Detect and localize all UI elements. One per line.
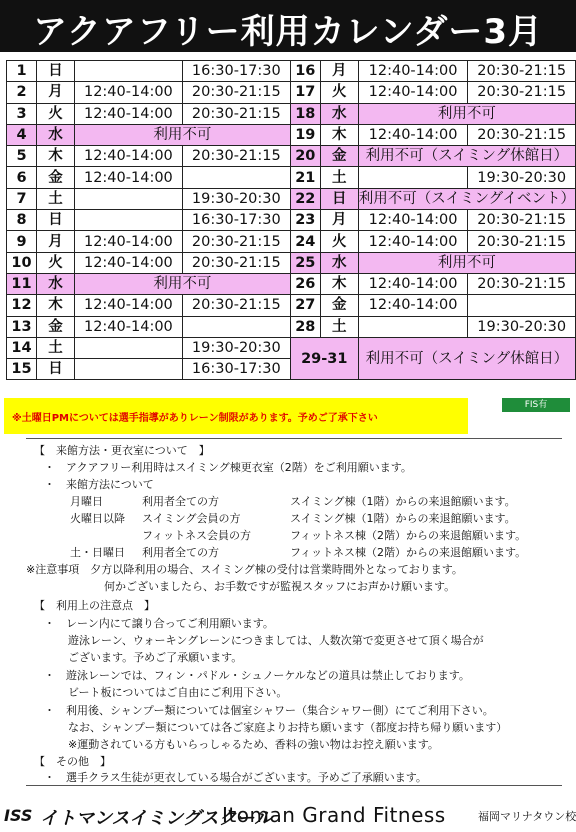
day-of-week: 木 bbox=[320, 273, 358, 294]
day-of-week: 月 bbox=[320, 61, 358, 82]
day-number: 18 bbox=[290, 103, 320, 124]
branch-name: 福岡マリナタウン校 bbox=[478, 810, 576, 823]
day-of-week: 水 bbox=[36, 124, 74, 145]
time-slot-midday: 12:40-14:00 bbox=[74, 82, 182, 103]
section-heading: 【 その他 】 bbox=[34, 755, 111, 768]
day-of-week: 日 bbox=[320, 188, 358, 209]
time-slot-evening: 20:30-21:15 bbox=[182, 82, 290, 103]
day-of-week: 木 bbox=[320, 124, 358, 145]
time-slot-evening: 20:30-21:15 bbox=[182, 146, 290, 167]
day-number: 15 bbox=[7, 359, 37, 380]
info-line: ・ 選手クラス生徒が更衣している場合がございます。予めご了承願います。 bbox=[44, 771, 427, 784]
brand-name-jp: イトマンスイミングスクール bbox=[40, 808, 273, 829]
calendar-row bbox=[7, 210, 576, 231]
day-number: 9 bbox=[7, 231, 37, 252]
section-heading: 【 利用上の注意点 】 bbox=[34, 599, 155, 612]
time-slot-midday: 12:40-14:00 bbox=[74, 103, 182, 124]
calendar-row bbox=[7, 231, 576, 252]
calendar-row bbox=[7, 316, 576, 337]
day-number: 1 bbox=[7, 61, 37, 82]
route-member: 利用者全ての方 bbox=[142, 495, 219, 508]
page-title: アクアフリー利用カレンダー3月 bbox=[32, 12, 544, 52]
day-number: 16 bbox=[290, 61, 320, 82]
day-of-week: 金 bbox=[36, 316, 74, 337]
day-of-week: 月 bbox=[36, 231, 74, 252]
time-slot-evening: 20:30-21:15 bbox=[182, 231, 290, 252]
day-of-week: 水 bbox=[320, 103, 358, 124]
time-slot-evening bbox=[182, 167, 290, 188]
day-of-week: 月 bbox=[320, 210, 358, 231]
unavailable-cell: 利用不可 bbox=[358, 103, 575, 124]
day-number: 14 bbox=[7, 337, 37, 358]
time-slot-midday: 12:40-14:00 bbox=[358, 61, 468, 82]
day-of-week: 水 bbox=[36, 273, 74, 294]
unavailable-cell: 利用不可（スイミング休館日） bbox=[358, 337, 575, 380]
time-slot-evening: 19:30-20:30 bbox=[182, 188, 290, 209]
route-day: 火曜日以降 bbox=[70, 512, 125, 525]
route-entrance: スイミング棟（1階）からの来退館願います。 bbox=[290, 495, 516, 508]
time-slot-midday: 12:40-14:00 bbox=[358, 82, 468, 103]
day-of-week: 土 bbox=[36, 188, 74, 209]
time-slot-midday bbox=[74, 359, 182, 380]
caution-line: 何かございましたら、お手数ですが監視スタッフにお声かけ願います。 bbox=[104, 580, 456, 593]
time-slot-evening bbox=[468, 295, 576, 316]
time-slot-midday bbox=[74, 210, 182, 231]
day-number: 28 bbox=[290, 316, 320, 337]
calendar-row bbox=[7, 61, 576, 82]
route-member: スイミング会員の方 bbox=[142, 512, 241, 525]
day-of-week: 火 bbox=[36, 252, 74, 273]
day-of-week: 日 bbox=[36, 61, 74, 82]
brand-name-en: Itoman Grand Fitness bbox=[222, 803, 446, 827]
route-member: フィットネス会員の方 bbox=[142, 529, 252, 542]
day-of-week: 金 bbox=[36, 167, 74, 188]
info-section bbox=[26, 438, 562, 786]
caution-line: ※注意事項 夕方以降利用の場合、スイミング棟の受付は営業時間外となっております。 bbox=[26, 563, 463, 576]
unavailable-cell: 利用不可 bbox=[74, 124, 290, 145]
info-line: ・ 遊泳レーンでは、フィン・パドル・シュノーケルなどの道具は禁止しております。 bbox=[44, 669, 470, 682]
day-number: 19 bbox=[290, 124, 320, 145]
time-slot-midday bbox=[74, 188, 182, 209]
time-slot-midday: 12:40-14:00 bbox=[358, 231, 468, 252]
info-line: ございます。予めご了承願います。 bbox=[68, 651, 243, 664]
day-of-week: 水 bbox=[320, 252, 358, 273]
time-slot-evening: 20:30-21:15 bbox=[468, 231, 576, 252]
footer bbox=[0, 800, 576, 832]
time-slot-evening: 19:30-20:30 bbox=[468, 316, 576, 337]
time-slot-evening: 20:30-21:15 bbox=[468, 124, 576, 145]
day-number: 5 bbox=[7, 146, 37, 167]
time-slot-midday: 12:40-14:00 bbox=[74, 167, 182, 188]
route-entrance: フィットネス棟（2階）からの来退館願います。 bbox=[290, 529, 527, 542]
day-of-week: 日 bbox=[36, 359, 74, 380]
time-slot-evening: 20:30-21:15 bbox=[182, 103, 290, 124]
time-slot-evening: 16:30-17:30 bbox=[182, 210, 290, 231]
day-number: 7 bbox=[7, 188, 37, 209]
unavailable-cell: 利用不可（スイミングイベント） bbox=[358, 188, 575, 209]
info-line: 遊泳レーン、ウォーキングレーンにつきましては、人数次第で変更させて頂く場合が bbox=[68, 634, 484, 647]
time-slot-evening: 20:30-21:15 bbox=[468, 210, 576, 231]
calendar-row bbox=[7, 124, 576, 145]
time-slot-evening: 20:30-21:15 bbox=[182, 295, 290, 316]
calendar-table bbox=[6, 60, 576, 380]
day-of-week: 金 bbox=[320, 146, 358, 167]
info-line: ・ アクアフリー利用時はスイミング棟更衣室（2階）をご利用願います。 bbox=[44, 461, 412, 474]
info-line: ビート板についてはご自由にご利用下さい。 bbox=[68, 686, 288, 699]
day-of-week: 火 bbox=[320, 82, 358, 103]
day-of-week: 火 bbox=[36, 103, 74, 124]
time-slot-midday bbox=[358, 167, 468, 188]
day-number: 26 bbox=[290, 273, 320, 294]
route-entrance: スイミング棟（1階）からの来退館願います。 bbox=[290, 512, 516, 525]
day-number: 3 bbox=[7, 103, 37, 124]
notice-banner bbox=[4, 398, 468, 434]
calendar-row bbox=[7, 146, 576, 167]
day-number: 22 bbox=[290, 188, 320, 209]
time-slot-evening: 20:30-21:15 bbox=[468, 82, 576, 103]
day-of-week: 月 bbox=[36, 82, 74, 103]
time-slot-midday bbox=[74, 337, 182, 358]
day-of-week: 土 bbox=[36, 337, 74, 358]
day-of-week: 金 bbox=[320, 295, 358, 316]
time-slot-midday: 12:40-14:00 bbox=[358, 273, 468, 294]
route-day: 月曜日 bbox=[70, 495, 103, 508]
day-number: 6 bbox=[7, 167, 37, 188]
day-number: 27 bbox=[290, 295, 320, 316]
calendar-row bbox=[7, 337, 576, 358]
day-of-week: 木 bbox=[36, 146, 74, 167]
day-number: 20 bbox=[290, 146, 320, 167]
info-line: ※運動されている方もいらっしゃるため、香料の強い物はお控え願います。 bbox=[68, 738, 439, 751]
day-number: 2 bbox=[7, 82, 37, 103]
unavailable-cell: 利用不可 bbox=[358, 252, 575, 273]
day-number: 11 bbox=[7, 273, 37, 294]
time-slot-midday bbox=[74, 61, 182, 82]
time-slot-evening: 16:30-17:30 bbox=[182, 359, 290, 380]
route-member: 利用者全ての方 bbox=[142, 546, 219, 559]
time-slot-evening bbox=[182, 316, 290, 337]
day-number: 12 bbox=[7, 295, 37, 316]
brand-logo: ISS bbox=[4, 806, 33, 825]
info-line: ・ 来館方法について bbox=[44, 478, 154, 491]
section-heading: 【 来館方法・更衣室について 】 bbox=[34, 444, 210, 457]
time-slot-midday: 12:40-14:00 bbox=[74, 231, 182, 252]
calendar-row bbox=[7, 82, 576, 103]
day-number: 25 bbox=[290, 252, 320, 273]
info-line: ・ レーン内にて譲り合ってご利用願います。 bbox=[44, 617, 274, 630]
time-slot-midday: 12:40-14:00 bbox=[74, 295, 182, 316]
day-number: 23 bbox=[290, 210, 320, 231]
time-slot-evening: 19:30-20:30 bbox=[182, 337, 290, 358]
route-day: 土・日曜日 bbox=[70, 546, 125, 559]
unavailable-cell: 利用不可 bbox=[74, 273, 290, 294]
day-number: 8 bbox=[7, 210, 37, 231]
time-slot-midday: 12:40-14:00 bbox=[74, 252, 182, 273]
time-slot-midday: 12:40-14:00 bbox=[358, 210, 468, 231]
calendar-row bbox=[7, 188, 576, 209]
day-number: 13 bbox=[7, 316, 37, 337]
time-slot-midday bbox=[358, 316, 468, 337]
day-number: 4 bbox=[7, 124, 37, 145]
day-number: 24 bbox=[290, 231, 320, 252]
calendar-row bbox=[7, 295, 576, 316]
time-slot-evening: 16:30-17:30 bbox=[182, 61, 290, 82]
title-bar bbox=[0, 0, 576, 52]
day-number: 10 bbox=[7, 252, 37, 273]
day-of-week: 火 bbox=[320, 231, 358, 252]
day-of-week: 日 bbox=[36, 210, 74, 231]
day-range: 29-31 bbox=[290, 337, 358, 380]
time-slot-midday: 12:40-14:00 bbox=[358, 295, 468, 316]
calendar-row bbox=[7, 252, 576, 273]
info-line: ・ 利用後、シャンプー類については個室シャワー（集合シャワー側）にてご利用下さい。 bbox=[44, 704, 494, 717]
day-number: 21 bbox=[290, 167, 320, 188]
time-slot-evening: 20:30-21:15 bbox=[468, 273, 576, 294]
day-of-week: 土 bbox=[320, 167, 358, 188]
time-slot-midday: 12:40-14:00 bbox=[358, 124, 468, 145]
time-slot-midday: 12:40-14:00 bbox=[74, 316, 182, 337]
time-slot-midday: 12:40-14:00 bbox=[74, 146, 182, 167]
calendar-row bbox=[7, 103, 576, 124]
calendar-row bbox=[7, 273, 576, 294]
calendar-row bbox=[7, 167, 576, 188]
day-number: 17 bbox=[290, 82, 320, 103]
day-of-week: 木 bbox=[36, 295, 74, 316]
unavailable-cell: 利用不可（スイミング休館日） bbox=[358, 146, 575, 167]
day-of-week: 土 bbox=[320, 316, 358, 337]
fis-badge: FIS有 bbox=[502, 398, 570, 412]
time-slot-evening: 19:30-20:30 bbox=[468, 167, 576, 188]
info-line: なお、シャンプー類については各ご家庭よりお持ち願います（都度お持ち帰り願います） bbox=[68, 721, 508, 734]
time-slot-evening: 20:30-21:15 bbox=[468, 61, 576, 82]
time-slot-evening: 20:30-21:15 bbox=[182, 252, 290, 273]
notice-text: ※土曜日PMについては選手指導がありレーン制限があります。予めご了承下さい bbox=[12, 413, 378, 424]
route-entrance: フィットネス棟（2階）からの来退館願います。 bbox=[290, 546, 527, 559]
